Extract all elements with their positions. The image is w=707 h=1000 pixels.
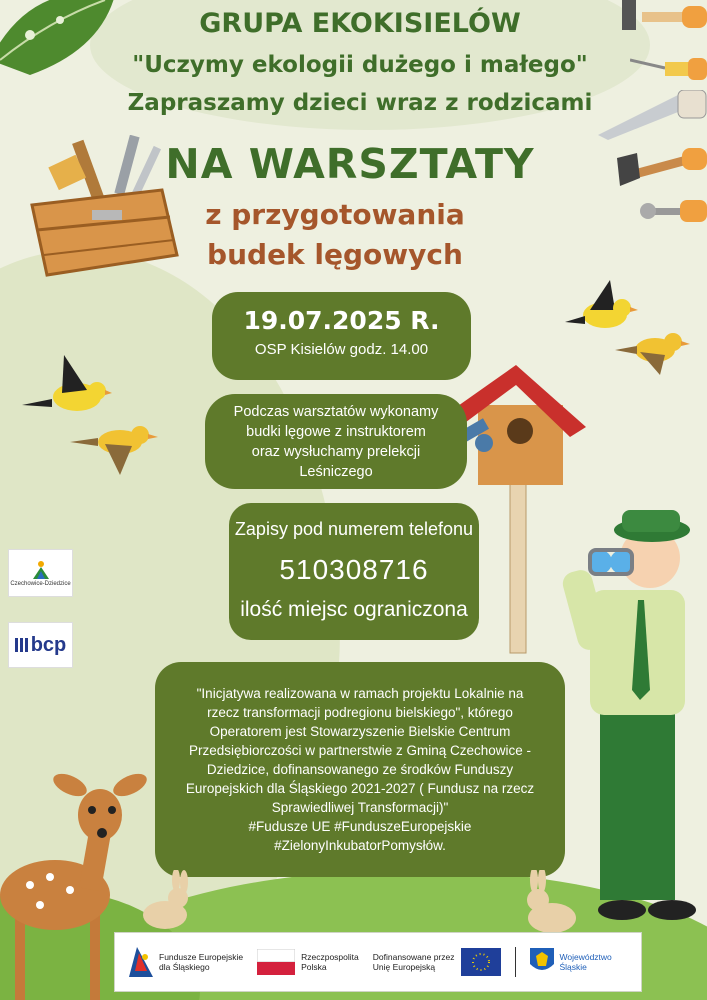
subtitle-line2: budek lęgowych <box>207 238 463 271</box>
axe-hand-icon <box>612 148 707 193</box>
silesia-eagle-icon <box>530 948 554 976</box>
screwdriver-hand-icon <box>630 50 707 85</box>
subtitle-line1: z przygotowania <box>205 198 465 231</box>
bcp-bars-icon <box>15 636 31 654</box>
info-line: Leśniczego <box>299 464 373 480</box>
project-info-box <box>155 662 565 877</box>
czechowice-emblem-icon <box>29 559 53 581</box>
project-line: Operatorem jest Stowarzyszenie Bielskie Centrum <box>209 724 511 739</box>
project-line: Przedsiębiorczości w partnerstwie z Gminą Czechowice - <box>188 743 532 758</box>
footer-divider <box>515 947 516 977</box>
ws-line2: Śląskie <box>559 962 587 972</box>
invitation: Zapraszamy dzieci wraz z rodzicami <box>127 90 593 116</box>
czechowice-logo <box>8 549 73 597</box>
group-name: GRUPA EKOKISIELÓW <box>199 8 521 39</box>
bcp-logo-text: bcp <box>30 633 67 656</box>
yellow-bird-icon <box>615 320 695 380</box>
rabbit-right-icon <box>520 870 580 935</box>
wrench-hand-icon <box>640 196 707 226</box>
saw-icon <box>598 90 707 140</box>
project-line: Europejskich dla Śląskiego 2021-2027 ( Fundusz na rzecz <box>185 781 535 796</box>
yellow-bird-left-icon <box>70 410 160 480</box>
phone-number: 510308716 <box>279 554 429 585</box>
project-line: Sprawiedliwej Transformacji)" <box>271 800 449 815</box>
rp-line2: Polska <box>301 962 327 972</box>
workshop-info-box <box>205 394 467 489</box>
date-box <box>212 292 471 380</box>
project-line: #ZielonyInkubatorPomysłów. <box>274 838 446 853</box>
ws-line1: Województwo <box>559 952 612 962</box>
fe-slaskie-logo <box>129 947 243 977</box>
bcp-logo <box>8 622 73 668</box>
rabbit-icon <box>140 870 190 930</box>
eu-flag-icon <box>461 948 501 976</box>
forester-with-binoculars-icon <box>560 500 707 930</box>
main-title: NA WARSZTATY <box>165 140 535 188</box>
project-line: rzecz transformacji podregionu bielskiego", którego <box>207 705 513 720</box>
funding-logos-bar <box>114 932 642 992</box>
fe-line2: dla Śląskiego <box>159 962 210 972</box>
polish-flag-icon <box>257 949 295 975</box>
info-line: oraz wysłuchamy prelekcji <box>251 444 421 460</box>
event-date: 19.07.2025 R. <box>243 306 440 335</box>
info-line: Podczas warsztatów wykonamy <box>233 404 439 420</box>
info-line: budki lęgowe z instruktorem <box>246 424 426 440</box>
signup-box <box>229 503 479 640</box>
project-line: Dziedzice, dofinansowanego ze środków Funduszy <box>206 762 514 777</box>
fe-star-icon <box>129 947 153 977</box>
limited-places-note: ilość miejsc ograniczona <box>240 598 468 621</box>
motto: "Uczymy ekologii dużego i małego" <box>132 52 588 78</box>
rp-line1: Rzeczpospolita <box>301 952 359 962</box>
hammer-hand-icon <box>612 0 707 40</box>
project-line: #Fudusze UE #FunduszeEuropejskie <box>248 819 472 834</box>
ue-line1: Dofinansowane przez <box>372 952 455 962</box>
signup-label: Zapisy pod numerem telefonu <box>234 519 474 539</box>
event-place-time: OSP Kisielów godz. 14.00 <box>254 341 429 358</box>
project-line: "Inicjatywa realizowana w ramach projektu Lokalnie na <box>196 686 524 701</box>
wojewodztwo-slaskie-logo <box>530 948 612 976</box>
ue-line2: Unię Europejską <box>372 962 436 972</box>
rp-logo <box>257 949 359 975</box>
fe-line1: Fundusze Europejskie <box>159 952 244 962</box>
eu-logo <box>373 948 501 976</box>
czechowice-logo-text: Czechowice-Dziedzice <box>10 581 71 587</box>
